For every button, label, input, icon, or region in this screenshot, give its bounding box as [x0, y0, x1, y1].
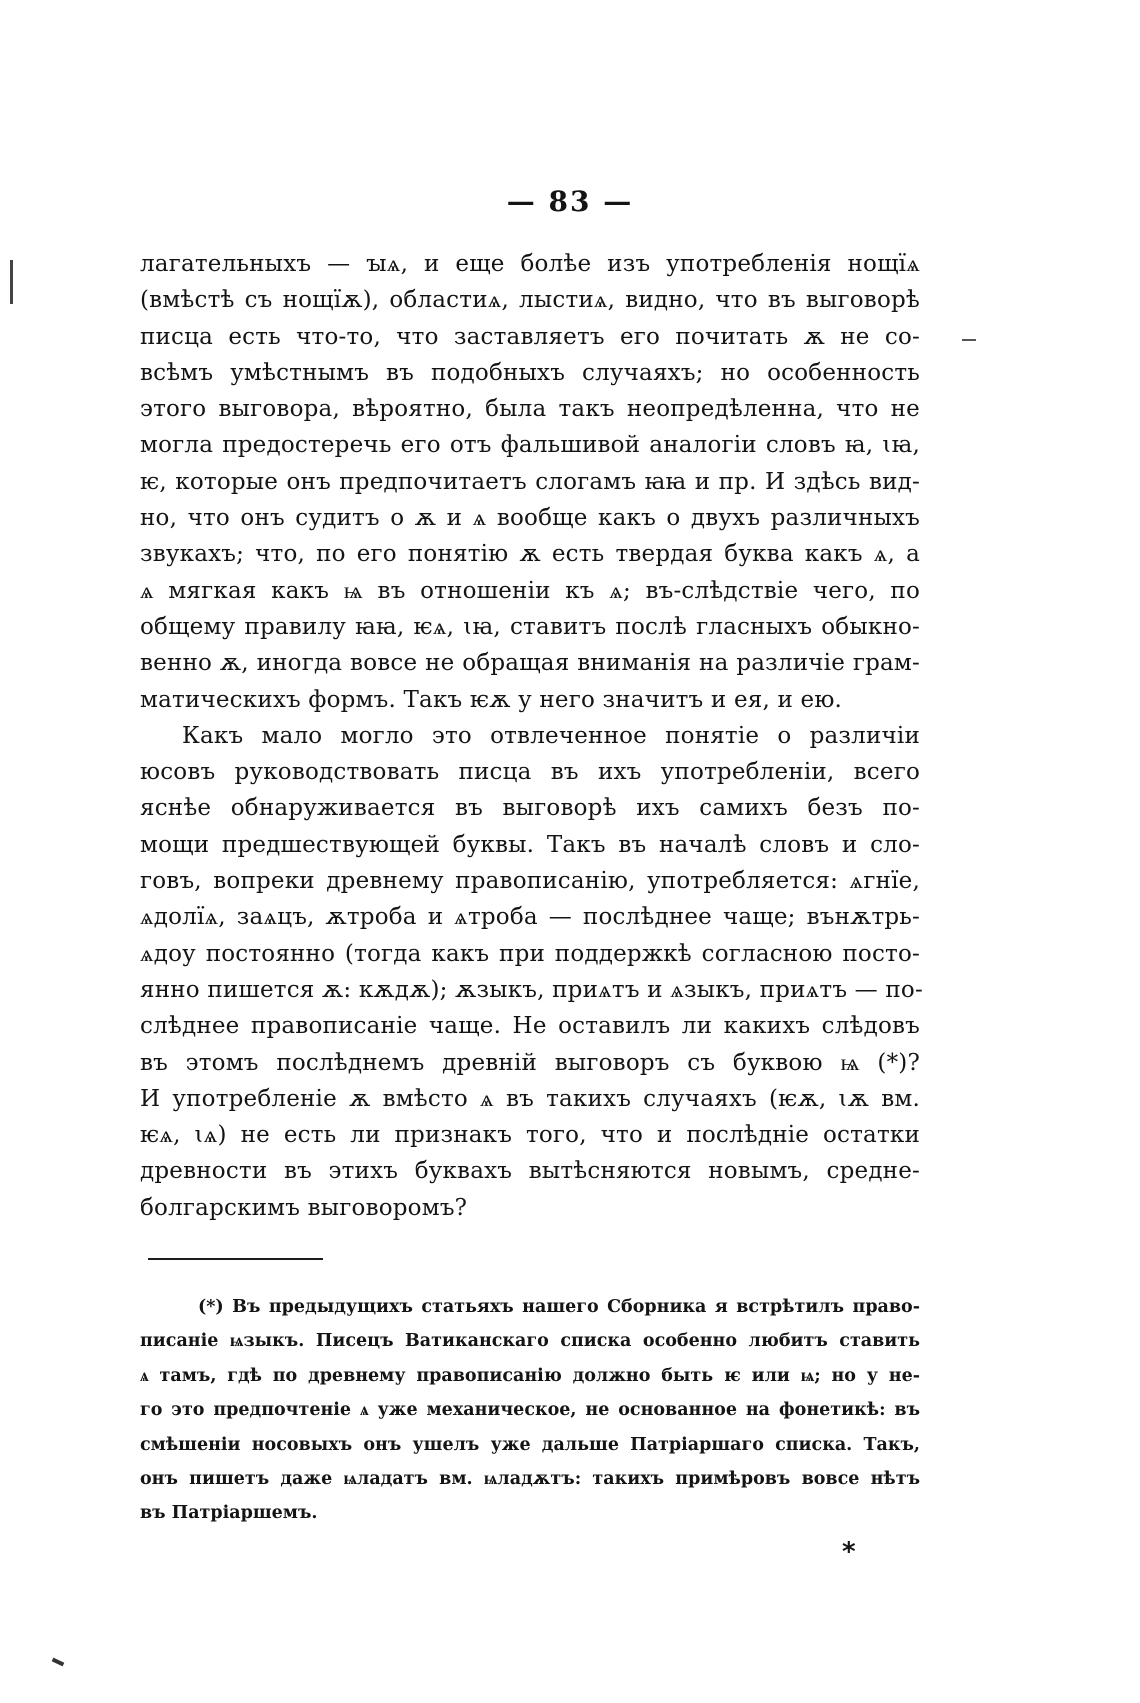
text-line: всѣмъ умѣстнымъ въ подобныхъ случаяхъ; но особенность — [140, 359, 920, 386]
text-line: ѧдоу постоянно (тогда какъ при поддержкѣ согласною посто- — [140, 940, 920, 967]
text-line: въ этомъ послѣднемъ древній выговоръ съ буквою ѩ (*)? — [140, 1049, 920, 1076]
text-line: но, что онъ судитъ о ѫ и ѧ вообще какъ о двухъ различныхъ — [140, 505, 920, 532]
text-line: янно пишется ѫ: кѫдѫ); ѫзыкъ, приѧтъ и ѧзыкъ, приѧтъ — по- — [140, 976, 923, 1003]
text-line: ѥ, которые онъ предпочитаетъ слогамъ ꙗꙗ и пр. И здѣсь вид- — [140, 468, 920, 495]
footnote-line: смѣшеніи носовыхъ онъ ушелъ уже дальше Патріаршаго списка. Такъ, — [140, 1434, 920, 1455]
text-line: говъ, вопреки древнему правописанію, употребляется: ѧгнїе, — [140, 868, 920, 895]
page-number: — 83 — — [506, 185, 634, 218]
text-line: ѧдолїѧ, заѧцъ, ѫтроба и ѧтроба — послѣднее чаще; вънѫтрь- — [140, 904, 920, 931]
text-line: могла предостеречь его отъ фальшивой аналогіи словъ ꙗ, ꙇꙗ, — [140, 432, 920, 459]
margin-mark — [10, 260, 13, 304]
footnote-line: онъ пишетъ даже ѩладатъ вм. ѩладѫтъ: такихъ примѣровъ вовсе нѣтъ — [140, 1468, 920, 1489]
footnote-line: (*) Въ предыдущихъ статьяхъ нашего Сборника я встрѣтилъ право- — [198, 1297, 920, 1317]
text-line: ѥѧ, ꙇѧ) не есть ли признакъ того, что и послѣдніе остатки — [140, 1122, 920, 1149]
text-line: древности въ этихъ буквахъ вытѣсняются новымъ, средне- — [140, 1158, 920, 1185]
text-line: слѣднее правописаніе чаще. Не оставилъ ли какихъ слѣдовъ — [140, 1013, 920, 1040]
text-line: болгарскимъ выговоромъ? — [140, 1194, 468, 1221]
text-line: яснѣе обнаруживается въ выговорѣ ихъ самихъ безъ по- — [140, 795, 920, 822]
text-line: матическихъ формъ. Такъ ѥѫ у него значитъ и ея, и ею. — [140, 686, 843, 713]
text-line: лагательныхъ — ꙑѧ, и еще болѣе изъ употребленія нощїѧ — [140, 251, 920, 277]
text-line: юсовъ руководствовать писца въ ихъ употребленіи, всего — [140, 759, 920, 786]
text-line: ѧ мягкая какъ ѩ въ отношеніи къ ѧ; въ-слѣдствіе чего, по — [140, 577, 920, 604]
bottom-asterisk: * — [842, 1537, 856, 1567]
margin-mark — [962, 339, 976, 341]
text-line: писца есть что-то, что заставляетъ его почитать ѫ не со- — [140, 323, 920, 350]
text-line: (вмѣстѣ съ нощїѫ), областиѧ, лыстиѧ, видно, что въ выговорѣ — [140, 287, 920, 314]
text-line: этого выговора, вѣроятно, была такъ неопредѣленна, что не — [140, 396, 920, 423]
footnote — [140, 1290, 920, 1531]
main-text — [140, 246, 923, 1226]
text-line: звукахъ; что, по его понятію ѫ есть твердая буква какъ ѧ, а — [140, 541, 920, 568]
footnote-line: ѧ тамъ, гдѣ по древнему правописанію должно быть ѥ или ѩ; но у не- — [140, 1365, 920, 1386]
paragraph-start-line: Какъ мало могло это отвлеченное понятіе о различіи — [182, 722, 920, 749]
footnote-line: го это предпочтеніе ѧ уже механическое, не основанное на фонетикѣ: въ — [140, 1400, 920, 1421]
footnote-line: въ Патріаршемъ. — [140, 1503, 318, 1524]
margin-mark — [52, 1658, 65, 1667]
text-line: венно ѫ, иногда вовсе не обращая вниманія на различіе грам- — [140, 650, 920, 677]
footnote-divider — [148, 1258, 323, 1260]
footnote-line: писаніе ѩзыкъ. Писецъ Ватиканскаго списка особенно любитъ ставить — [140, 1331, 920, 1352]
text-line: И употребленіе ѫ вмѣсто ѧ въ такихъ случаяхъ (ѥѫ, ꙇѫ вм. — [140, 1085, 920, 1112]
text-line: мощи предшествующей буквы. Такъ въ началѣ словъ и сло- — [140, 831, 920, 858]
text-line: общему правилу ꙗꙗ, ѥѧ, ꙇꙗ, ставитъ послѣ гласныхъ обыкно- — [140, 613, 920, 640]
